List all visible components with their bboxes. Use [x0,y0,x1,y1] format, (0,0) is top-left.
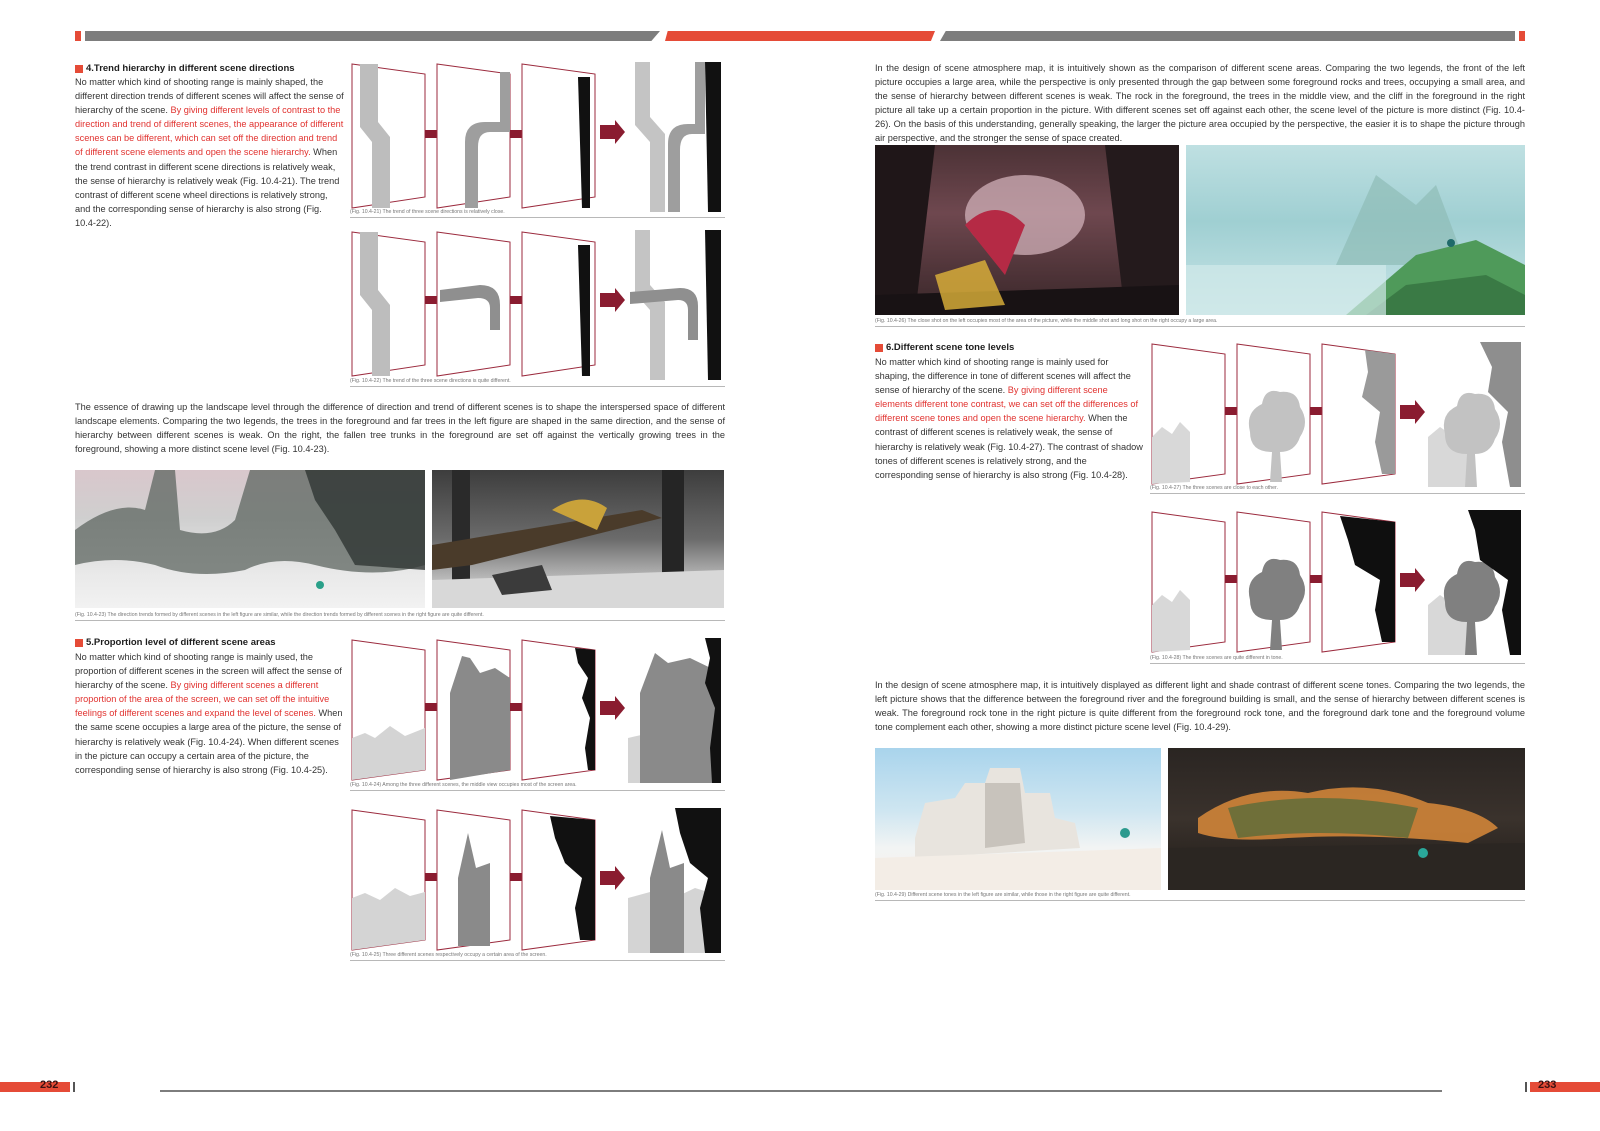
section4-paragraph: No matter which kind of shooting range is mainly shaped, the different direction trends of different scenes will affect the sense of hierarchy of the scene. By giving different levels of contrast to the direction and trend of different scenes, the appearance of different scenes can be different, which can set off the direction and trend of different scene elements and open the scene hierarchy. When the trend contrast in different scene directions is relatively weak, the sense of hierarchy is relatively weak (Fig. 10.4-21). The trend contrast of different scene wheel directions is relatively strong, and the corresponding sense of hierarchy is also strong (Fig. 10.4-22). [75,77,344,228]
top-bar-right [940,31,1515,41]
figure-10-4-28-diagram [1150,510,1525,655]
figure-10-4-28 [1150,510,1525,655]
essence-paragraph: The essence of drawing up the landscape level through the difference of direction and trend of different scenes is to shape the interspersed space of different landscape elements. Comparing the two legends, the trees in the foreground and far trees in the left figure are shaped in the same direction, and the sense of hierarchy between different scenes is weak. On the right, the fallen tree trunks in the foreground are set off against the vertically growing trees in the foreground, showing a more distinct scene level (Fig. 10.4-23). [75,402,725,455]
figure-10-4-29-right-image [1168,748,1525,890]
caption-10-4-26: (Fig. 10.4-26) The close shot on the left occupies most of the area of the picture, while the middle shot and long shot on the right occupy a large area. [875,318,1525,327]
caption-10-4-23: (Fig. 10.4-23) The direction trends formed by different scenes in the left figure are similar, while the direction trends formed by different scenes in the right figure are quite different. [75,612,725,621]
figure-10-4-24 [350,638,725,783]
page-number-left: 232 [40,1079,59,1091]
cliff-painting [1186,145,1525,315]
misty-forest-painting [75,470,425,608]
figure-10-4-24-diagram [350,638,725,783]
footer-left-red-bar [0,1082,70,1092]
footer-center-rule [160,1090,1442,1092]
top-bar-center-red [665,31,935,41]
fallen-trunk-painting [432,470,724,608]
figure-10-4-29-left-image [875,748,1161,890]
white-fortress-painting [875,748,1161,890]
figure-10-4-27 [1150,342,1525,487]
caption-10-4-25: (Fig. 10.4-25) Three different scenes respectively occupy a certain area of the screen. [350,952,725,961]
right-intro-paragraph: In the design of scene atmosphere map, it is intuitively shown as the comparison of different scene areas. Comparing the two legends, the front of the left picture occupies a large area, while the perspective is only presented through the gap between some foreground rocks and trees, occupying a small area, and the sense of hierarchy between different scenes is weak. The rock in the foreground, the trees in the middle view, and the cliff in the foreground in the right picture all take up a certain proportion in the picture. With different scenes set off against each other, the scene level of the picture is more distinct (Fig. 10.4-26). On the basis of this understanding, generally speaking, the larger the picture area occupied by the perspective, the easier it is to shape the picture through air perspective, and the stronger the sense of space created. [875,63,1525,144]
caption-10-4-24: (Fig. 10.4-24) Among the three different scenes, the middle view occupies most of the screen area. [350,782,725,791]
figure-10-4-21 [350,62,725,212]
forest-rock-painting [875,145,1179,315]
section6-heading: 6.Different scene tone levels [875,342,1014,353]
figure-10-4-27-diagram [1150,342,1525,487]
caption-10-4-22: (Fig. 10.4-22) The trend of the three scene directions is quite different. [350,378,725,387]
footer-right-tick [1525,1082,1527,1092]
figure-10-4-23-right-image [432,470,724,608]
section4-heading: 4.Trend hierarchy in different scene directions [75,63,295,74]
figure-10-4-22-diagram [350,230,725,380]
page-number-right: 233 [1538,1079,1557,1091]
figure-10-4-26-left-image [875,145,1179,315]
figure-10-4-22 [350,230,725,380]
heading-marker-icon [75,65,83,73]
section5-paragraph: No matter which kind of shooting range is mainly used, the proportion of different scenes in the screen will affect the sense of hierarchy of the scene. By giving different scenes a different proportion of the area of the screen, we can set off the intuitive feelings of different scenes and expand the level of scenes. When the same scene occupies a large area of the picture, the sense of hierarchy is relatively weak (Fig. 10.4-24). When different scenes in the picture can occupy a certain area of the picture, the corresponding sense of hierarchy is also strong (Fig. 10.4-25). [75,652,343,775]
section5-heading: 5.Proportion level of different scene areas [75,637,276,648]
caption-10-4-21: (Fig. 10.4-21) The trend of three scene directions is relatively close. [350,209,725,218]
cave-light-painting [1168,748,1525,890]
caption-10-4-27: (Fig. 10.4-27) The three scenes are close to each other. [1150,485,1525,494]
figure-10-4-21-diagram [350,62,725,212]
top-bar-left [85,31,660,41]
heading-marker-icon [75,639,83,647]
footer-left-tick [73,1082,75,1092]
right-outro-paragraph: In the design of scene atmosphere map, it is intuitively displayed as different light and shade contrast of different scene tones. Comparing the two legends, the left picture shows that the difference between the foreground river and the foreground building is small, and the sense of hierarchy between different scenes is weak. The foreground rock tone in the right picture is quite different from the foreground rock tone, and the foreground dark tone and the foreground volume tone complement each other, showing a more distinct picture scene level (Fig. 10.4-29). [875,680,1525,733]
figure-10-4-23-left-image [75,470,425,608]
caption-10-4-29: (Fig. 10.4-29) Different scene tones in the left figure are similar, while those in the right figure are quite different. [875,892,1525,901]
heading-marker-icon [875,344,883,352]
top-bar-right-accent [1519,31,1525,41]
top-bar-left-accent [75,31,81,41]
figure-10-4-25 [350,808,725,953]
section6-paragraph: No matter which kind of shooting range is mainly used for shaping, the difference in tone of different scenes will affect the sense of hierarchy of the scene. By giving different scene elements different tone contrast, we can set off the differences of different scene tones and open the scene hierarchy. When the contrast of different scenes is relatively weak, the sense of hierarchy is relatively weak (Fig. 10.4-27). The contrast of shadow tones of different scenes is relatively strong, and the corresponding sense of hierarchy is also strong (Fig. 10.4-28). [875,357,1143,480]
figure-10-4-26-right-image [1186,145,1525,315]
figure-10-4-25-diagram [350,808,725,953]
caption-10-4-28: (Fig. 10.4-28) The three scenes are quite different in tone. [1150,655,1525,664]
